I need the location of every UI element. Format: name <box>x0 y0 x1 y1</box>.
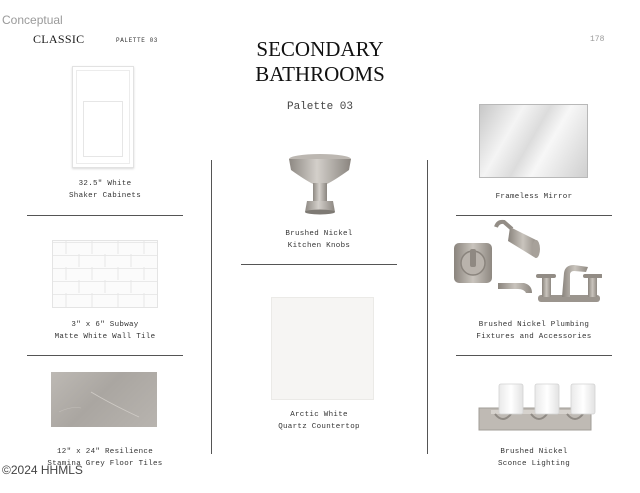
sconce-lighting-image <box>477 380 601 434</box>
row-divider-right-2 <box>456 355 612 356</box>
page-number: 178 <box>590 35 605 44</box>
countertop-caption: Arctic White Quartz Countertop <box>278 411 360 431</box>
cabinet-caption: 32.5" White Shaker Cabinets <box>68 180 141 200</box>
page-title-line1: SECONDARY <box>256 37 384 61</box>
row-divider-center <box>241 264 397 265</box>
plumbing-caption: Brushed Nickel Plumbing Fixtures and Accessories <box>476 321 592 341</box>
countertop-swatch <box>271 297 374 400</box>
row-divider-left-1 <box>27 215 183 216</box>
column-divider-left <box>211 160 212 454</box>
floor-tile-swatch <box>51 372 157 427</box>
knob-caption: Brushed Nickel Kitchen Knobs <box>285 230 353 250</box>
page-title-line2: BATHROOMS <box>255 62 385 86</box>
wall-tile-swatch <box>52 240 158 308</box>
palette-label-small: PALETTE 03 <box>116 37 159 44</box>
copyright-text: ©2024 HHMLS <box>2 463 83 477</box>
row-divider-left-2 <box>27 355 183 356</box>
plumbing-fixtures-image <box>452 219 602 309</box>
knob-image <box>283 150 357 218</box>
column-divider-right <box>427 160 428 454</box>
sconce-caption: Brushed Nickel Sconce Lighting <box>497 448 570 468</box>
page-title <box>200 37 440 87</box>
brand-label: CLASSIC <box>33 32 85 46</box>
watermark-text: Conceptual <box>2 13 63 27</box>
row-divider-right-1 <box>456 215 612 216</box>
cabinet-swatch <box>72 66 134 168</box>
page-subtitle: Palette 03 <box>286 101 353 113</box>
floor-tile-caption: 12" x 24" Resilience Stamina Grey Floor Tiles <box>47 448 163 468</box>
mirror-caption: Frameless Mirror <box>495 193 573 201</box>
wall-tile-caption: 3" x 6" Subway Matte White Wall Tile <box>54 321 156 341</box>
mirror-image <box>479 104 588 178</box>
